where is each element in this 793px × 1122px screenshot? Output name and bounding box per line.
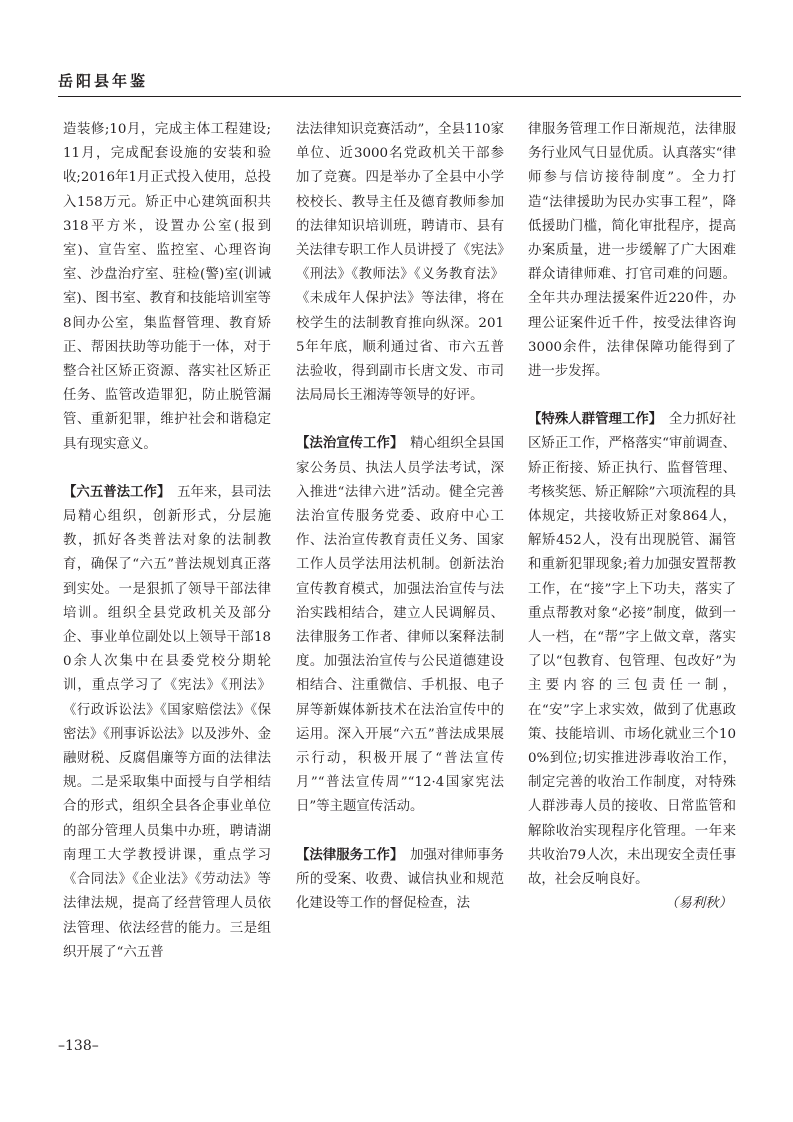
section-paragraph [528, 408, 736, 892]
running-header: 岳阳县年鉴 [58, 72, 149, 90]
header-rule [58, 96, 741, 97]
section-gap [528, 384, 736, 408]
section-title: 【特殊人群管理工作】 [528, 412, 656, 428]
section-gap [296, 820, 504, 844]
section-title: 【法治宣传工作】 [296, 436, 397, 452]
section-gap [296, 408, 504, 432]
section-body: 五年来，县司法局精心组织，创新形式，分层施教，抓好各类普法对象的法制教育，确保了“六五”普法规划真正落到实处。一是狠抓了领导干部法律培训。组织全县党政机关及部分企、事业单位副处以上领导干部180余人次集中在县委党校分期轮训，重点学习了《宪法》《刑法》《行政诉讼法》《国家赔偿法》《保密法》《刑事诉讼法》以及涉外、金融财税、反腐倡廉等方面的法律法规。二是采取集中面授与自学相结合的形式，组织全县各企事业单位的部分管理人员集中办班，聘请湖南理工大学教授讲课，重点学习《合同法》《企业法》《劳动法》等法律法规，提高了经营管理人员依法管理、依法经营的能力。三是组织开展了“六五普 [63, 484, 272, 960]
section-paragraph [296, 844, 504, 917]
page-number: –138– [58, 1038, 99, 1054]
section-body: 精心组织全县国家公务员、执法人员学法考试，深入推进“法律六进”活动。健全完善法治宣传服务党委、政府中心工作、法治宣传教育责任义务、国家工作人员学法用法机制。创新法治宣传教育模式，加强法治宣传与法治实践相结合，建立人民调解员、法律服务工作者、律师以案释法制度。加强法治宣传与公民道德建设相结合、注重微信、手机报、电子屏等新媒体新技术在法治宣传中的运用。深入开展“六五”普法成果展示行动，积极开展了“普法宣传月”“普法宣传周”“12·4国家宪法日”等主题宣传活动。 [296, 436, 505, 815]
paragraph: 律服务管理工作日渐规范，法律服务行业风气日显优质。认真落实“律师参与信访接待制度”。全力打造“法律援助为民办实事工程”，降低援助门槛，简化审批程序，提高办案质量，进一步缓解了广大困难群众请律师难、打官司难的问题。全年共办理法援案件近220件，办理公证案件近千件，按受法律咨询3000余件，法律保障功能得到了进一步发挥。 [528, 122, 736, 380]
section-title: 【六五普法工作】 [63, 484, 164, 500]
section-body: 加强对律师事务所的受案、收费、诚信执业和规范化建设等工作的督促检查，法 [296, 847, 505, 912]
paragraph: 法法律知识竞赛活动”，全县110家单位、近3000名党政机关干部参加了竞赛。四是举办了全县中小学校校长、教导主任及德育教师参加的法律知识培训班，聘请市、县有关法律专职工作人员讲授了《宪法》《刑法》《教师法》《义务教育法》《未成年人保护法》等法律，将在校学生的法制教育推向纵深。2015年年底，顺利通过省、市六五普法验收，得到副市长唐文发、市司法局局长王湘涛等领导的好评。 [296, 122, 504, 404]
column-3 [528, 118, 736, 917]
section-title: 【法律服务工作】 [296, 847, 397, 863]
section-body: 全力抓好社区矫正工作，严格落实“审前调查、矫正衔接、矫正执行、监督管理、考核奖惩、矫正解除”六项流程的具体规定，共接收矫正对象864人，解矫452人，没有出现脱管、漏管和重新犯罪现象;着力加强安置帮教工作，在“接”字上下功夫，落实了重点帮教对象“必接”制度，做到一人一档，在“帮”字上做文章，落实了以“包教育、包管理、包改好”为主要内容的三包责任一制，在“安”字上求实效，做到了优惠政策、技能培训、市场化就业三个100%到位;切实推进涉毒收治工作，制定完善的收治工作制度，对特殊人群涉毒人员的接收、日常监管和解除收治实现程序化管理。一年来共收治79人次，未出现安全责任事故，社会反响良好。 [528, 412, 736, 888]
section-gap [63, 457, 271, 481]
column-2 [296, 118, 504, 916]
paragraph: 造装修;10月，完成主体工程建设;11月，完成配套设施的安装和验收;2016年1月正式投入使用，总投入158万元。矫正中心建筑面积共318平方米，设置办公室(报到室)、宣告室、监控室、心理咨询室、沙盘治疗室、驻检(警)室(训诫室)、图书室、教育和技能培训室等8间办公室，集监督管理、教育矫正、帮困扶助等功能于一体，对于整合社区矫正资源、落实社区矫正任务、监管改造罪犯，防止脱管漏管、重新犯罪，维护社会和谐稳定具有现实意义。 [63, 122, 271, 452]
column-1 [63, 118, 271, 965]
section-paragraph [296, 432, 504, 819]
section-paragraph [63, 481, 271, 965]
author-credit: （易利秋） [665, 896, 732, 912]
